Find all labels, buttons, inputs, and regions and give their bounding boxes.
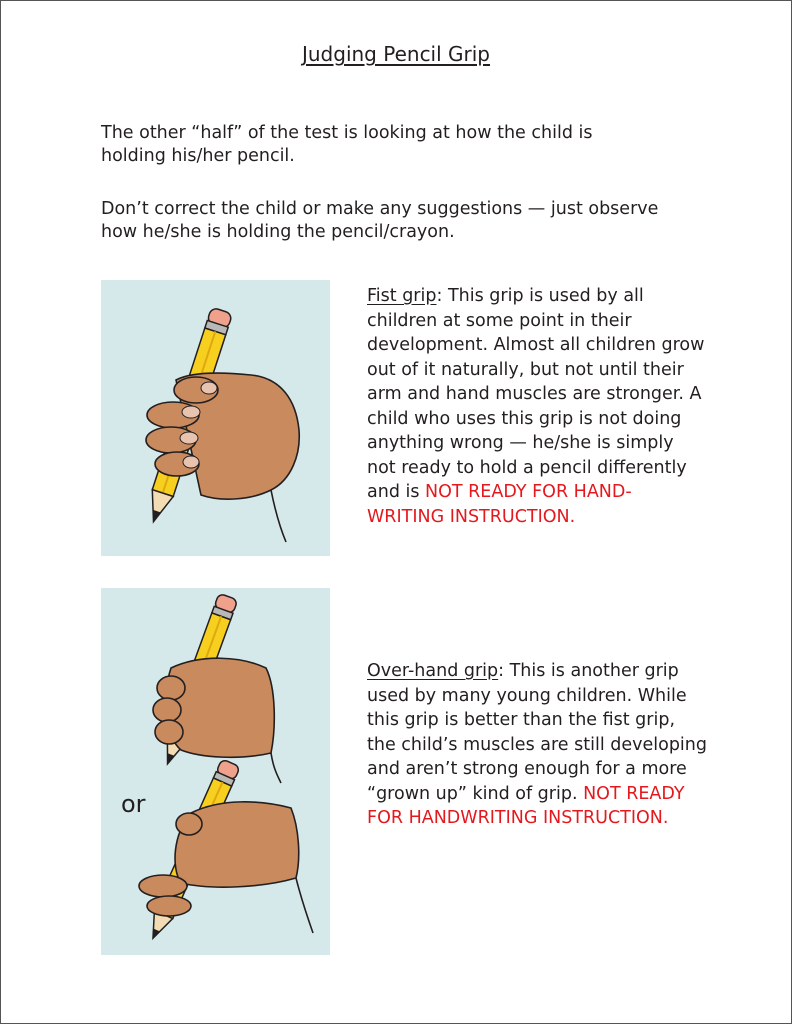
overhand-grip-warning: NOT READY FOR HANDWRITING INSTRUCTION. <box>367 783 685 828</box>
overhand-grip-separator: : <box>498 661 510 681</box>
fist-grip-warning: NOT READY FOR HAND-WRITING INSTRUCTION. <box>367 482 632 527</box>
fist-grip-heading: Fist grip <box>367 286 437 306</box>
fist-grip-body: This grip is used by all children at some point in their development. Almost all children grow out of it naturally, but not until their arm and hand muscles are stronger. A child who uses this grip is not doing anything wrong — he/she is simply not ready to hold a pencil differently and is <box>367 286 705 502</box>
overhand-hand-icon <box>153 658 281 783</box>
overhand-grip-heading: Over-hand grip <box>367 661 499 681</box>
intro-paragraph-2: Don’t correct the child or make any suggestions — just observe how he/she is holding the pencil/crayon. <box>101 199 659 242</box>
fist-grip-description <box>367 284 707 529</box>
fist-grip-separator: : <box>436 286 448 306</box>
or-label: or <box>121 790 146 818</box>
fist-hand-icon <box>146 373 299 542</box>
overhand-grip-illustration <box>101 588 330 955</box>
overhand-grip-description <box>367 659 707 831</box>
page-title: Judging Pencil Grip <box>301 42 491 66</box>
overhand-hand-icon <box>139 802 313 933</box>
overhand-grip-body: This is another grip used by many young children. While this grip is better than the fist grip, the child’s muscles are still developing and aren’t strong enough for a more “grown up” kind of grip. <box>367 661 707 804</box>
intro-paragraph-1: The other “half” of the test is looking at how the child is holding his/her pencil. <box>101 123 593 166</box>
fist-grip-illustration <box>101 280 330 556</box>
